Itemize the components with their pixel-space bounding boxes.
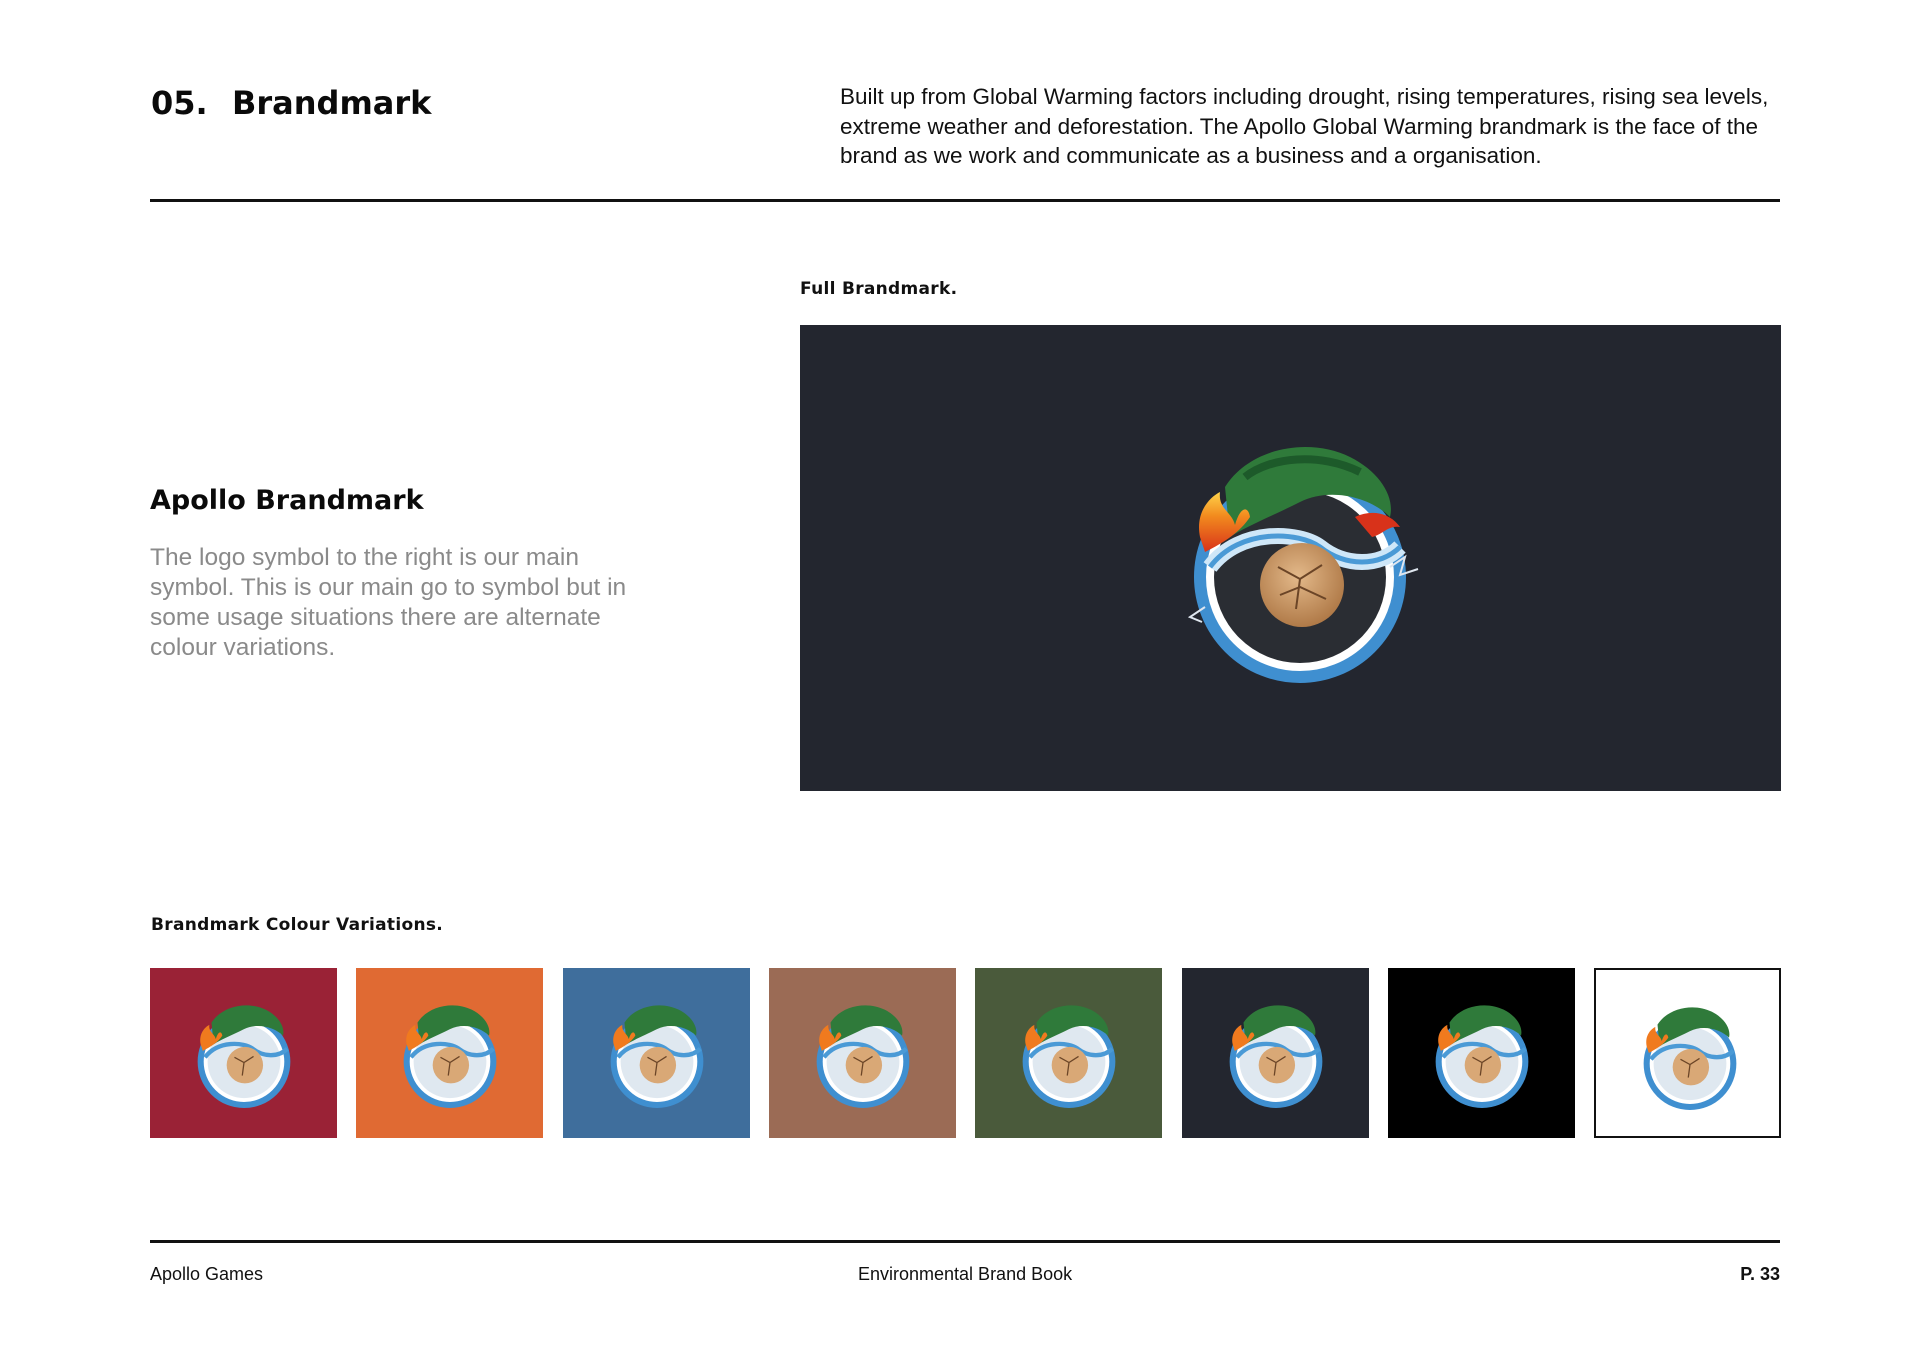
colour-variation-swatch — [975, 968, 1162, 1138]
intro-text: Built up from Global Warming factors including drought, rising temperatures, rising sea levels, extreme weather and deforestation. The Apollo Global Warming brandmark is the face of the brand as we work and communicate as a business and a organisation. — [840, 84, 1769, 168]
section-number: 05. — [151, 84, 208, 122]
colour-variation-swatch — [1388, 968, 1575, 1138]
footer-page-number: P. 33 — [1740, 1264, 1780, 1284]
colour-variations-label: Brandmark Colour Variations. — [151, 915, 444, 935]
colour-variation-swatch — [356, 968, 543, 1138]
full-brandmark-label: Full Brandmark. — [800, 279, 958, 299]
footer-divider — [150, 1240, 1780, 1243]
colour-variation-swatch — [1594, 968, 1781, 1138]
globe-brandmark-icon — [1150, 417, 1450, 697]
header-divider — [150, 199, 1780, 202]
footer-company: Apollo Games — [150, 1264, 264, 1284]
full-brandmark-panel — [800, 325, 1781, 791]
brandmark-heading: Apollo Brandmark — [150, 485, 424, 516]
section-title: Brandmark — [232, 84, 432, 122]
colour-variation-swatch — [1182, 968, 1369, 1138]
brandmark-description: The logo symbol to the right is our main symbol. This is our main go to symbol but in some usage situations there are alternate colour variations. — [150, 544, 627, 661]
footer-document-title: Environmental Brand Book — [858, 1264, 1073, 1284]
colour-variation-swatch — [769, 968, 956, 1138]
colour-variation-swatch — [563, 968, 750, 1138]
colour-variation-swatch — [150, 968, 337, 1138]
